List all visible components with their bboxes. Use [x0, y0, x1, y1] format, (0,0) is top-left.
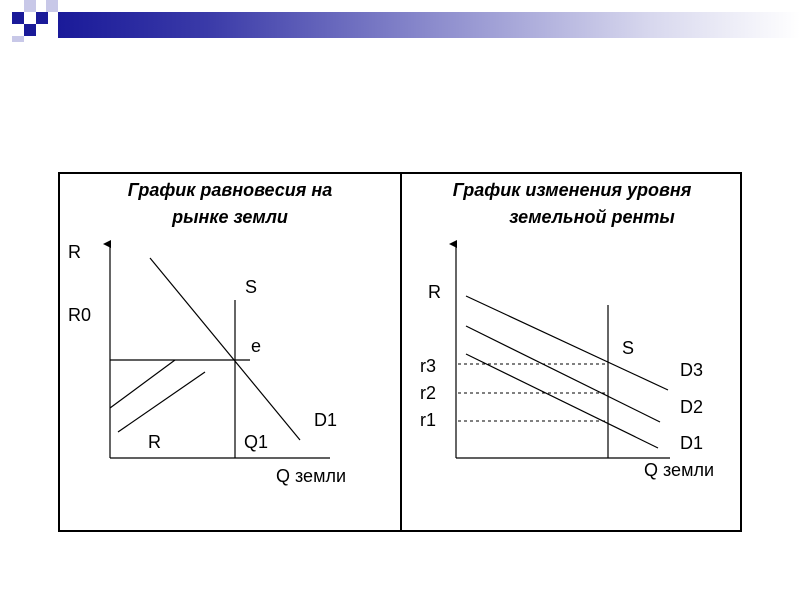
- right-x-axis-label: Q земли: [644, 460, 714, 480]
- right-demand-line-d1: [466, 354, 658, 448]
- left-supply-label: S: [245, 277, 258, 297]
- right-r3-label: r3: [420, 356, 437, 376]
- left-x-axis-label: Q земли: [276, 466, 346, 486]
- right-supply-label: S: [622, 338, 635, 358]
- left-r0-label: R0: [68, 305, 92, 325]
- right-chart-title-line1: График изменения уровня: [452, 180, 692, 200]
- left-chart-title-line2: рынке земли: [172, 207, 288, 227]
- left-demand-line-d1: [150, 258, 300, 440]
- left-y-axis-label: R: [68, 242, 81, 262]
- right-r1-label: r1: [420, 410, 437, 430]
- left-demand-label: D1: [314, 410, 338, 430]
- right-r2-label: r2: [420, 383, 437, 403]
- right-d3-label: D3: [680, 360, 704, 380]
- left-q1-label: Q1: [244, 432, 269, 452]
- right-chart-title-line2: земельной ренты: [509, 207, 675, 227]
- right-d1-label: D1: [680, 433, 704, 453]
- right-y-axis-label: R: [428, 282, 441, 302]
- left-chart-title-line1: График равновесия на: [127, 180, 333, 200]
- left-equilibrium-label: e: [251, 336, 262, 356]
- left-rent-hatch-1: [110, 360, 175, 408]
- right-d2-label: D2: [680, 397, 704, 417]
- left-rent-label: R: [148, 432, 161, 452]
- left-rent-hatch-2: [118, 372, 205, 432]
